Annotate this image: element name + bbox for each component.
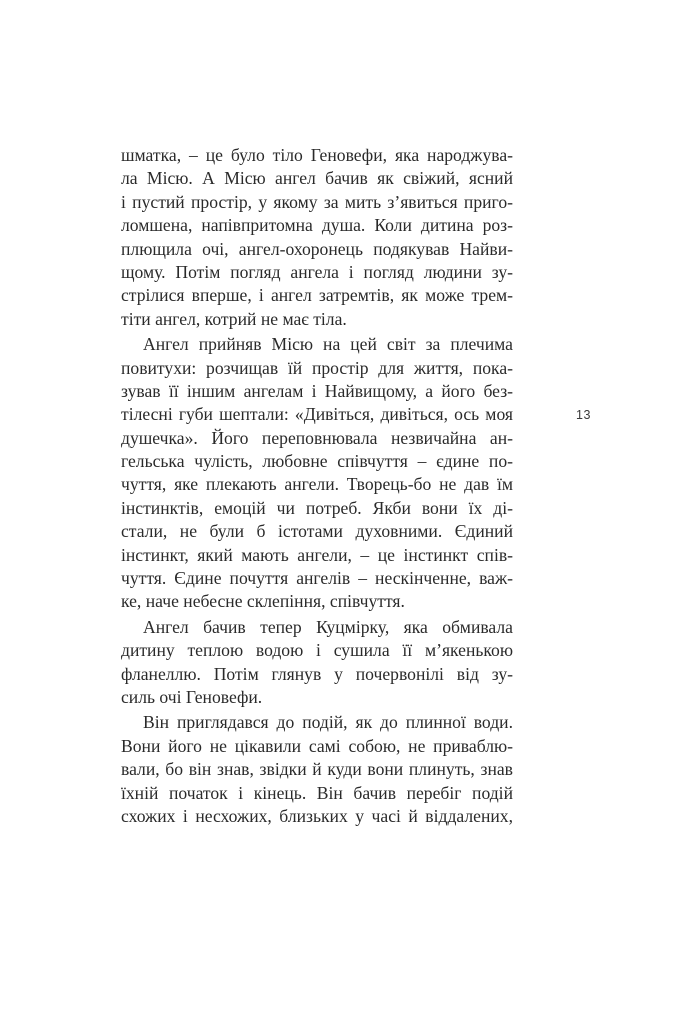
text-line: зував її іншим ангелам і Найвищому, а його без- bbox=[121, 380, 513, 401]
text-line: шматка, – це було тіло Геновефи, яка народжува- bbox=[121, 145, 513, 165]
text-line: силь очі Геновефи. bbox=[121, 686, 263, 707]
text-line: чуття, яке плекають ангели. Творець-бо не дав їм bbox=[121, 474, 513, 495]
paragraph bbox=[121, 711, 513, 828]
body-text bbox=[121, 144, 513, 828]
text-line: фланеллю. Потім глянув у почервонілі від зу- bbox=[121, 663, 513, 684]
text-line: ке, наче небесне склепіння, співчуття. bbox=[121, 591, 405, 612]
text-line: душечка». Його переповнювала незвичайна ан- bbox=[121, 427, 513, 448]
text-line: стрілися вперше, і ангел затремтів, як може трем- bbox=[121, 285, 513, 306]
text-line: інстинктів, емоцій чи потреб. Якби вони їх ді- bbox=[121, 497, 513, 518]
paragraph bbox=[121, 616, 513, 710]
text-line: тілесні губи шептали: «Дивіться, дивіться, ось моя bbox=[121, 404, 513, 425]
text-line: схожих і несхожих, близьких у часі й віддалених, bbox=[121, 805, 513, 826]
text-line: Він приглядався до подій, як до плинної води. bbox=[143, 712, 513, 733]
text-line: їхній початок і кінець. Він бачив перебіг подій bbox=[121, 782, 513, 803]
text-line: тіти ангел, котрий не має тіла. bbox=[121, 308, 347, 329]
text-line: вали, бо він знав, звідки й куди вони плинуть, знав bbox=[121, 759, 513, 780]
text-line: стали, не були б істотами духовними. Єдиний bbox=[121, 521, 513, 542]
page-number: 13 bbox=[576, 408, 591, 422]
text-line: щому. Потім погляд ангела і погляд людини зу- bbox=[121, 261, 513, 282]
text-line: інстинкт, який мають ангели, – це інстинкт спів- bbox=[121, 544, 513, 565]
text-line: і пустий простір, у якому за мить з’явиться приго- bbox=[121, 191, 513, 212]
text-line: повитухи: розчищав їй простір для життя, пока- bbox=[121, 357, 513, 378]
text-line: чуття. Єдине почуття ангелів – нескінченне, важ- bbox=[121, 568, 513, 589]
text-line: Вони його не цікавили самі собою, не приваблю- bbox=[121, 735, 513, 756]
text-line: дитину теплою водою і сушила її м’якенькою bbox=[121, 640, 513, 661]
text-line: ла Місю. А Місю ангел бачив як свіжий, ясний bbox=[121, 168, 513, 189]
text-line: Ангел бачив тепер Куцмірку, яка обмивала bbox=[143, 616, 513, 637]
text-line: гельська чулість, любовне співчуття – єдине по- bbox=[121, 451, 513, 472]
text-line: ломшена, напівпритомна душа. Коли дитина роз- bbox=[121, 215, 513, 236]
paragraph bbox=[121, 144, 513, 331]
text-line: плющила очі, ангел-охоронець подякував Найви- bbox=[121, 238, 513, 259]
text-line: Ангел прийняв Місю на цей світ за плечима bbox=[143, 334, 513, 355]
paragraph bbox=[121, 333, 513, 614]
